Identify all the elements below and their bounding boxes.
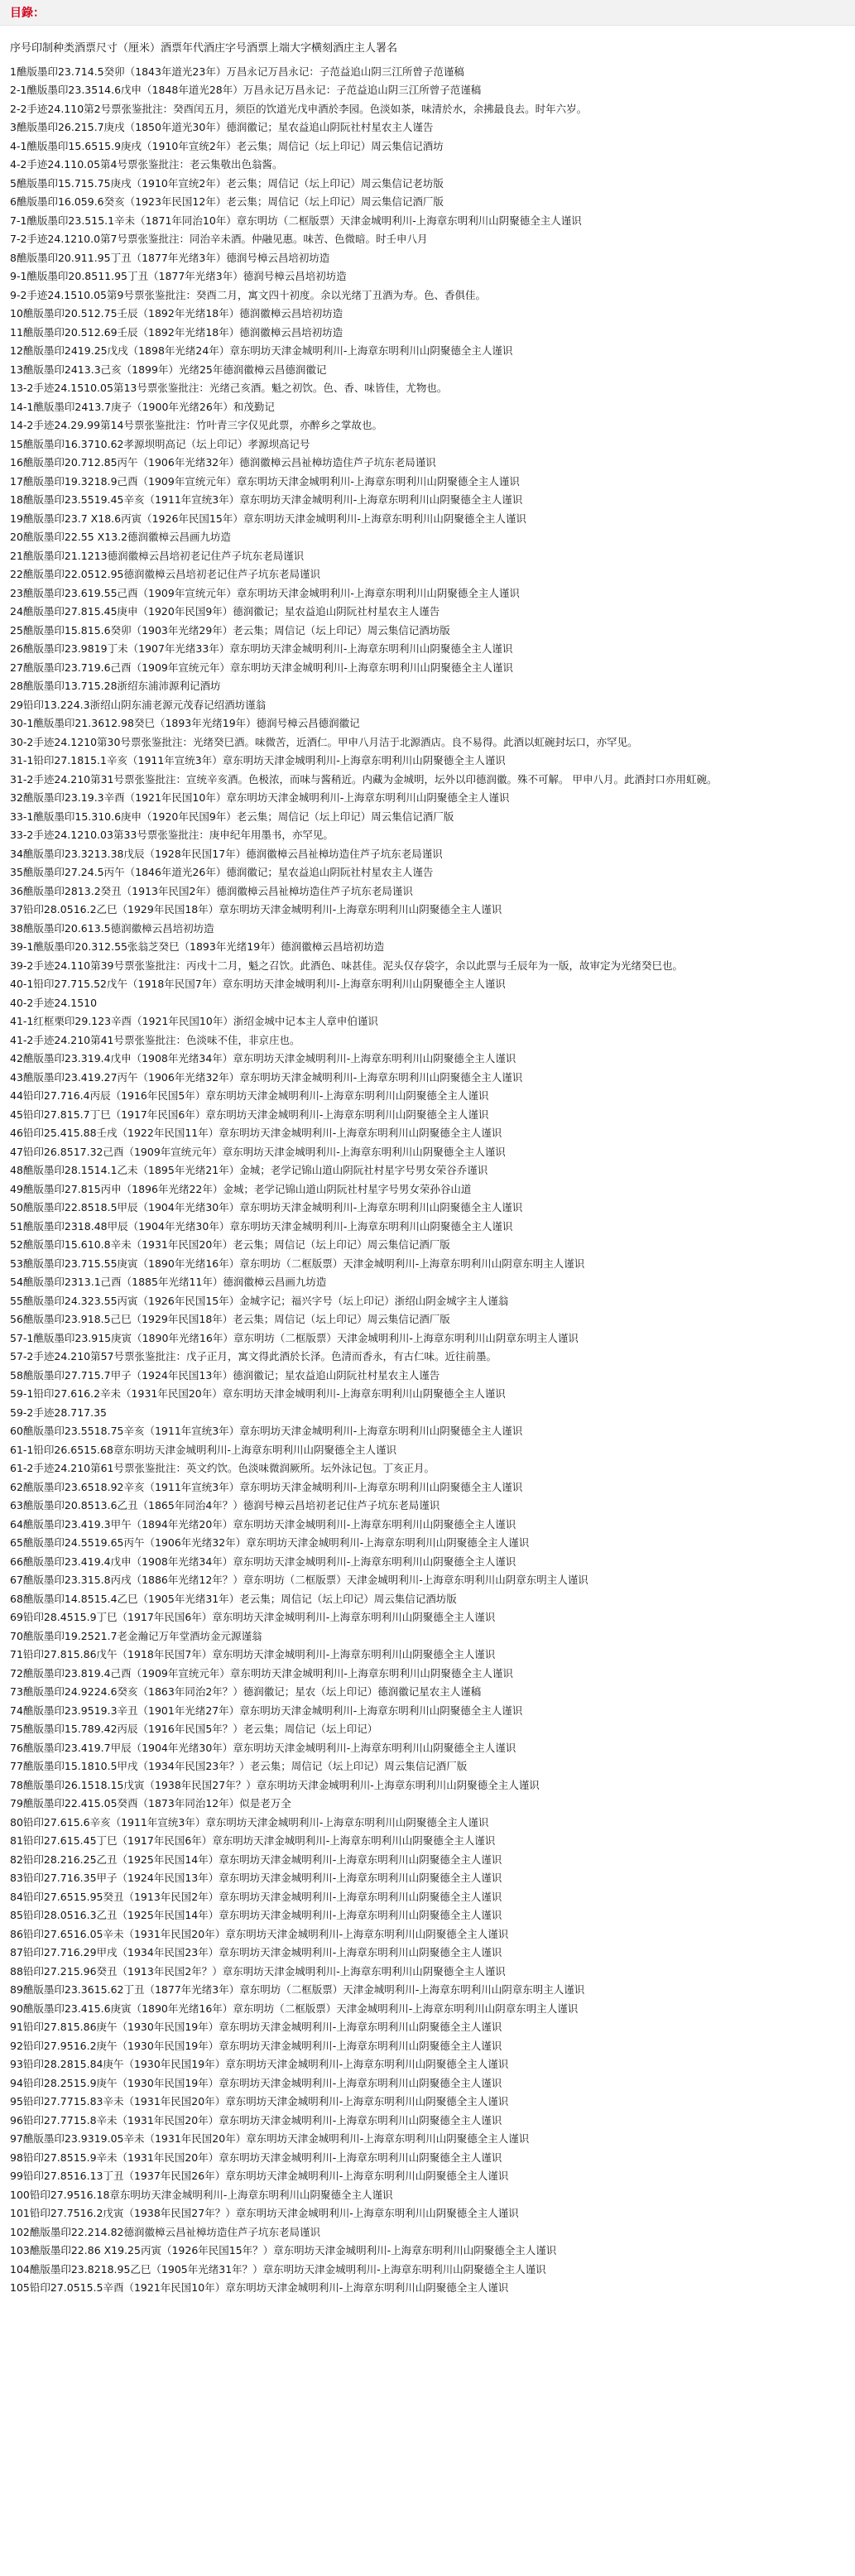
list-item: 26醮版墨印23.9819丁未（1907年光绪33年）章东明坊天津金城明利川-上海章东明利川山阴聚德全主人谨识 (10, 642, 513, 655)
list-item: 43醮版墨印23.419.27丙午（1906年光绪32年）章东明坊天津金城明利川-上海章东明利川山阴聚德全主人谨识 (10, 1070, 523, 1084)
list-item: 13-2手迹24.1510.05第13号票张鉴批注：光绪己亥酒。魁之初饮。色、香、味皆佳，尤物也。 (10, 382, 448, 394)
list-item: 67醮版墨印23.315.8丙戌（1886年光绪12年？）章东明坊（二框版票）天津金城明利川-上海章东明利川山阴章东明主人谨识 (10, 1574, 588, 1586)
list-item: 104醮版墨印23.8218.95乙巳（1905年光绪31年？）章东明坊天津金城明利川-上海章东明利川山阴聚德全主人谨识 (10, 2262, 546, 2276)
list-item: 75醮版墨印15.789.42丙辰（1916年民国5年？）老云集；周信记（坛上印记） (10, 1723, 378, 1735)
list-item: 9-1醮版墨印20.8511.95丁丑（1877年光绪3年）德润号樟云昌培初坊造 (10, 270, 347, 282)
list-item: 61-1铅印26.6515.68章东明坊天津金城明利川-上海章东明利川山阴聚德全主人谨识 (10, 1443, 396, 1456)
list-item: 29铅印13.224.3浙绍山阴东浦老源元茂春记绍酒坊谨翁 (10, 698, 267, 711)
list-item: 33-1醮版墨印15.310.6庚申（1920年民国9年）老云集；周信记（坛上印记）周云集信记酒厂版 (10, 810, 454, 823)
list-item: 25醮版墨印15.815.6癸卯（1903年光绪29年）老云集；周信记（坛上印记）周云集信记酒坊版 (10, 623, 450, 637)
list-item: 40-2手迹24.1510 (10, 996, 98, 1009)
list-item: 86铅印27.6516.05辛未（1931年民国20年）章东明坊天津金城明利川-上海章东明利川山阴聚德全主人谨识 (10, 1927, 509, 1940)
list-item: 97醮版墨印23.9319.05辛未（1931年民国20年）章东明坊天津金城明利川-上海章东明利川山阴聚德全主人谨识 (10, 2132, 530, 2145)
list-item: 35醮版墨印27.24.5丙午（1846年道光26年）德润徽记；星农益追山阴阮社村星农主人谨告 (10, 866, 434, 878)
list-item: 6醮版墨印16.059.6癸亥（1923年民国12年）老云集；周信记（坛上印记）周云集信记酒厂版 (10, 195, 444, 208)
list-item: 1醮版墨印23.714.5癸卯（1843年道光23年）万昌永记万昌永记：子范益追山阴三江所曾子范谨稿 (10, 65, 464, 78)
list-item: 44铅印27.716.4丙辰（1916年民国5年）章东明坊天津金城明利川-上海章东明利川山阴聚德全主人谨识 (10, 1089, 489, 1102)
list-item: 57-2手迹24.210第57号票张鉴批注：戊子正月，寓文得此酒於长泽。色清而香永，有古仁味。近往前墨。 (10, 1350, 497, 1362)
list-item: 54醮版墨印2313.1己酉（1885年光绪11年）德润徽樟云昌画九坊造 (10, 1276, 327, 1288)
list-item: 103醮版墨印22.86 X19.25丙寅（1926年民国15年？）章东明坊天津金城明利川-上海章东明利川山阴聚德全主人谨识 (10, 2244, 557, 2256)
list-item: 99铅印27.8516.13丁丑（1937年民国26年）章东明坊天津金城明利川-上海章东明利川山阴聚德全主人谨识 (10, 2170, 509, 2182)
list-item: 4-2手迹24.110.05第4号票张鉴批注：老云集敬出色翁酱。 (10, 158, 283, 171)
list-item: 4-1醮版墨印15.6515.9庚戌（1910年宣统2年）老云集；周信记（坛上印记）周云集信记酒坊 (10, 139, 444, 152)
list-item: 42醮版墨印23.319.4戊申（1908年光绪34年）章东明坊天津金城明利川-上海章东明利川山阴聚德全主人谨识 (10, 1052, 516, 1065)
list-item: 23醮版墨印23.619.55己酉（1909年宣统元年）章东明坊天津金城明利川-上海章东明利川山阴聚德全主人谨识 (10, 586, 520, 599)
list-item: 38醮版墨印20.613.5德润徽樟云昌培初坊造 (10, 921, 214, 935)
list-item: 37铅印28.0516.2乙巳（1929年民国18年）章东明坊天津金城明利川-上海章东明利川山阴聚德全主人谨识 (10, 903, 502, 916)
catalog-list (10, 62, 848, 2297)
list-item: 79醮版墨印22.415.05癸酉（1873年同治12年）似是老万全 (10, 1797, 291, 1809)
list-item: 2-2手迹24.110第2号票张鉴批注：癸酉闰五月，须臣的饮道光戊申酒於李园。色淡如茶，味清於水，余拂最良去。时年六岁。 (10, 102, 588, 115)
list-item: 90醮版墨印23.415.6庚寅（1890年光绪16年）章东明坊（二框版票）天津金城明利川-上海章东明利川山阴章东明主人谨识 (10, 2002, 579, 2015)
list-item: 41-1红框栗印29.123辛酉（1921年民国10年）浙绍金城中记本主人章申伯谨识 (10, 1015, 378, 1027)
list-item: 92铅印27.9516.2庚午（1930年民国19年）章东明坊天津金城明利川-上海章东明利川山阴聚德全主人谨识 (10, 2039, 502, 2052)
list-item: 53醮版墨印23.715.55庚寅（1890年光绪16年）章东明坊（二框版票）天津金城明利川-上海章东明利川山阴章东明主人谨识 (10, 1257, 585, 1270)
list-item: 31-1铅印27.1815.1辛亥（1911年宣统3年）章东明坊天津金城明利川-上海章东明利川山阴聚德全主人谨识 (10, 754, 506, 767)
list-item: 68醮版墨印14.8515.4乙巳（1905年光绪31年）老云集；周信记（坛上印记）周云集信记酒坊版 (10, 1592, 457, 1605)
list-item: 62醮版墨印23.6518.92辛亥（1911年宣统3年）章东明坊天津金城明利川-上海章东明利川山阴聚德全主人谨识 (10, 1480, 523, 1493)
list-item: 9-2手迹24.1510.05第9号票张鉴批注：癸酉二月，寓文四十初度。余以光绪丁丑酒为寿。色、香俱佳。 (10, 288, 486, 301)
list-item: 50醮版墨印22.8518.5甲辰（1904年光绪30年）章东明坊天津金城明利川-上海章东明利川山阴聚德全主人谨识 (10, 1201, 523, 1214)
list-item: 30-2手迹24.1210第30号票张鉴批注：光绪癸巳酒。味微苦，近酒仁。甲申八月洁于北源酒店。良不易得。此酒以虹碗封坛口，亦罕见。 (10, 735, 638, 748)
list-item: 60醮版墨印23.5518.75辛亥（1911年宣统3年）章东明坊天津金城明利川-上海章东明利川山阴聚德全主人谨识 (10, 1425, 523, 1437)
list-item: 80铅印27.615.6辛亥（1911年宣统3年）章东明坊天津金城明利川-上海章东明利川山阴聚德全主人谨识 (10, 1815, 489, 1829)
list-item: 7-1醮版墨印23.515.1辛未（1871年同治10年）章东明坊（二框版票）天津金城明利川-上海章东明利川山阴聚德全主人谨识 (10, 214, 582, 227)
list-item: 33-2手迹24.1210.03第33号票张鉴批注：庚申纪年用墨书，亦罕见。 (10, 829, 334, 841)
list-item: 36醮版墨印2813.2癸丑（1913年民国2年）德润徽樟云昌祉樟坊造住芦子坑东老局谨识 (10, 884, 413, 897)
section-title: 目錄： (10, 7, 45, 20)
list-item: 15醮版墨印16.3710.62孝源坝明高记（坛上印记）孝源坝高记号 (10, 437, 310, 450)
list-item: 30-1醮版墨印21.3612.98癸巳（1893年光绪19年）德润号樟云昌德润徽记 (10, 717, 360, 729)
list-item: 61-2手迹24.210第61号票张鉴批注：英文约饮。色淡味微润厥所。坛外泳记包。丁亥正月。 (10, 1462, 435, 1474)
list-item: 11醮版墨印20.512.69壬辰（1892年光绪18年）德润徽樟云昌培初坊造 (10, 325, 343, 339)
list-item: 18醮版墨印23.5519.45辛亥（1911年宣统3年）章东明坊天津金城明利川-上海章东明利川山阴聚德全主人谨识 (10, 493, 523, 506)
list-item: 8醮版墨印20.911.95丁丑（1877年光绪3年）德润号樟云昌培初坊造 (10, 251, 330, 264)
list-item: 2-1醮版墨印23.3514.6戊申（1848年道光28年）万昌永记万昌永记：子范益追山阴三江所曾子范谨稿 (10, 84, 482, 96)
list-item: 51醮版墨印2318.48甲辰（1904年光绪30年）章东明坊天津金城明利川-上海章东明利川山阴聚德全主人谨识 (10, 1219, 513, 1233)
list-item: 87铅印27.716.29甲戌（1934年民国23年）章东明坊天津金城明利川-上海章东明利川山阴聚德全主人谨识 (10, 1946, 502, 1958)
list-item: 56醮版墨印23.918.5己巳（1929年民国18年）老云集；周信记（坛上印记）周云集信记酒厂版 (10, 1313, 450, 1325)
list-item: 34醮版墨印23.3213.38戊辰（1928年民国17年）德润徽樟云昌祉樟坊造住芦子坑东老局谨识 (10, 847, 443, 860)
content-area (0, 26, 855, 2297)
list-item: 93铅印28.2815.84庚午（1930年民国19年）章东明坊天津金城明利川-上海章东明利川山阴聚德全主人谨识 (10, 2058, 509, 2070)
list-item: 48醮版墨印28.1514.1乙未（1895年光绪21年）金城；老学记锦山道山阴阮社村星字号男女荣谷乔谨识 (10, 1164, 488, 1176)
list-item: 96铅印27.7715.8辛未（1931年民国20年）章东明坊天津金城明利川-上海章东明利川山阴聚德全主人谨识 (10, 2113, 502, 2127)
list-item: 65醮版墨印24.5519.65丙午（1906年光绪32年）章东明坊天津金城明利川-上海章东明利川山阴聚德全主人谨识 (10, 1536, 530, 1549)
list-item: 102醮版墨印22.214.82德润徽樟云昌祉樟坊造住芦子坑东老局谨识 (10, 2225, 320, 2238)
list-item: 77醮版墨印15.1810.5甲戌（1934年民国23年？）老云集；周信记（坛上印记）周云集信记酒厂版 (10, 1760, 468, 1772)
list-item: 85铅印28.0516.3乙丑（1925年民国14年）章东明坊天津金城明利川-上海章东明利川山阴聚德全主人谨识 (10, 1909, 502, 1921)
list-item: 28醮版墨印13.715.28浙绍东浦沛源利记酒坊 (10, 680, 221, 692)
list-item: 17醮版墨印19.3218.9己酉（1909年宣统元年）章东明坊天津金城明利川-上海章东明利川山阴聚德全主人谨识 (10, 474, 520, 488)
section-header (0, 0, 855, 26)
list-item: 7-2手迹24.1210.0第7号票张鉴批注：同治辛未酒。仲融见惠。味苦、色微暗。时壬申八月 (10, 233, 428, 245)
list-item: 58醮版墨印27.715.7甲子（1924年民国13年）德润徽记；星农益追山阴阮社村星农主人谨告 (10, 1368, 440, 1382)
list-item: 81铅印27.615.45丁巳（1917年民国6年）章东明坊天津金城明利川-上海章东明利川山阴聚德全主人谨识 (10, 1834, 496, 1847)
list-item: 39-1醮版墨印20.312.55张翁芝癸巳（1893年光绪19年）德润徽樟云昌培初坊造 (10, 940, 385, 953)
list-item: 88铅印27.215.96癸丑（1913年民国2年？）章东明坊天津金城明利川-上海章东明利川山阴聚德全主人谨识 (10, 1964, 506, 1978)
list-item: 10醮版墨印20.512.75壬辰（1892年光绪18年）德润徽樟云昌培初坊造 (10, 307, 343, 320)
table-heading: 序号印制种类酒票尺寸（厘米）酒票年代酒庄字号酒票上端大字横刻酒庄主人署名 (10, 42, 398, 55)
list-item: 39-2手迹24.110第39号票张鉴批注：丙戌十二月，魁之召饮。此酒色、味甚佳。泥头仅存袋字，余以此票与壬辰年为一版，故审定为光绪癸巳也。 (10, 959, 684, 972)
list-item: 100铅印27.9516.18章东明坊天津金城明利川-上海章东明利川山阴聚德全主人谨识 (10, 2188, 393, 2201)
list-item: 3醮版墨印26.215.7庚戌（1850年道光30年）德润徽记；星农益追山阴阮社村星农主人谨告 (10, 121, 434, 133)
list-item: 24醮版墨印27.815.45庚申（1920年民国9年）德润徽记；星农益追山阴阮社村星农主人谨告 (10, 605, 440, 618)
list-item: 45铅印27.815.7丁巳（1917年民国6年）章东明坊天津金城明利川-上海章东明利川山阴聚德全主人谨识 (10, 1108, 489, 1121)
list-item: 59-2手迹28.717.35 (10, 1406, 107, 1419)
list-item: 16醮版墨印20.712.85丙午（1906年光绪32年）德润徽樟云昌祉樟坊造住芦子坑东老局谨识 (10, 456, 436, 469)
list-item: 22醮版墨印22.0512.95德润徽樟云昌培初老记住芦子坑东老局谨识 (10, 568, 320, 580)
list-item: 21醮版墨印21.1213德润徽樟云昌培初老记住芦子坑东老局谨识 (10, 549, 305, 562)
list-item: 13醮版墨印2413.3己亥（1899年）光绪25年德润徽樟云昌德润徽记 (10, 363, 327, 376)
list-item: 74醮版墨印23.9519.3辛丑（1901年光绪27年）章东明坊天津金城明利川-上海章东明利川山阴聚德全主人谨识 (10, 1704, 523, 1717)
list-item: 14-2手迹24.29.99第14号票张鉴批注：竹叶青三字仅见此票，亦醉乡之掌故也。 (10, 419, 382, 431)
list-item: 52醮版墨印15.610.8辛未（1931年民国20年）老云集；周信记（坛上印记）周云集信记酒厂版 (10, 1238, 450, 1251)
list-item: 12醮版墨印2419.25戊戌（1898年光绪24年）章东明坊天津金城明利川-上海章东明利川山阴聚德全主人谨识 (10, 344, 513, 357)
list-item: 19醮版墨印23.7 X18.6丙寅（1926年民国15年）章东明坊天津金城明利川-上海章东明利川山阴聚德全主人谨识 (10, 512, 526, 525)
list-item: 95铅印27.7715.83辛未（1931年民国20年）章东明坊天津金城明利川-上海章东明利川山阴聚德全主人谨识 (10, 2095, 509, 2107)
list-item: 20醮版墨印22.55 X13.2德润徽樟云昌画九坊造 (10, 531, 232, 543)
list-item: 47铅印26.8517.32己酉（1909年宣统元年）章东明坊天津金城明利川-上海章东明利川山阴聚德全主人谨识 (10, 1145, 506, 1158)
list-item: 46铅印25.415.88壬戌（1922年民国11年）章东明坊天津金城明利川-上海章东明利川山阴聚德全主人谨识 (10, 1127, 502, 1139)
list-item: 94铅印28.2515.9庚午（1930年民国19年）章东明坊天津金城明利川-上海章东明利川山阴聚德全主人谨识 (10, 2076, 502, 2089)
list-item: 32醮版墨印23.19.3辛酉（1921年民国10年）章东明坊天津金城明利川-上海章东明利川山阴聚德全主人谨识 (10, 791, 510, 804)
list-item: 40-1铅印27.715.52戊午（1918年民国7年）章东明坊天津金城明利川-上海章东明利川山阴聚德全主人谨识 (10, 978, 506, 990)
list-item: 27醮版墨印23.719.6己酉（1909年宣统元年）章东明坊天津金城明利川-上海章东明利川山阴聚德全主人谨识 (10, 661, 513, 674)
list-item: 41-2手迹24.210第41号票张鉴批注：色淡味不佳，非京庄也。 (10, 1033, 300, 1046)
list-item: 59-1铅印27.616.2辛未（1931年民国20年）章东明坊天津金城明利川-上海章东明利川山阴聚德全主人谨识 (10, 1387, 506, 1400)
list-item: 49醮版墨印27.815丙申（1896年光绪22年）金城；老学记锦山道山阴阮社村星字号男女荣孙谷山道 (10, 1182, 472, 1195)
list-item: 31-2手迹24.210第31号票张鉴批注：宣统辛亥酒。色极浓，而味与酱稍近。内藏为金城明，坛外以印德润徽。殊不可解。 甲申八月。此酒封口亦用虹碗。 (10, 772, 718, 786)
list-item: 70醮版墨印19.2521.7老金瀚记万年堂酒坊金元源谨翁 (10, 1629, 262, 1642)
list-item: 71铅印27.815.86戊午（1918年民国7年）章东明坊天津金城明利川-上海章东明利川山阴聚德全主人谨识 (10, 1648, 496, 1660)
list-item: 84铅印27.6515.95癸丑（1913年民国2年）章东明坊天津金城明利川-上海章东明利川山阴聚德全主人谨识 (10, 1890, 502, 1903)
list-item: 5醮版墨印15.715.75庚戌（1910年宣统2年）老云集；周信记（坛上印记）周云集信记老坊版 (10, 176, 444, 190)
list-item: 14-1醮版墨印2413.7庚子（1900年光绪26年）和茂勤记 (10, 400, 275, 413)
list-item: 72醮版墨印23.819.4己酉（1909年宣统元年）章东明坊天津金城明利川-上海章东明利川山阴聚德全主人谨识 (10, 1666, 513, 1680)
list-item: 82铅印28.216.25乙丑（1925年民国14年）章东明坊天津金城明利川-上海章东明利川山阴聚德全主人谨识 (10, 1853, 502, 1866)
list-item: 98铅印27.8515.9辛未（1931年民国20年）章东明坊天津金城明利川-上海章东明利川山阴聚德全主人谨识 (10, 2151, 502, 2164)
list-item: 57-1醮版墨印23.915庚寅（1890年光绪16年）章东明坊（二框版票）天津金城明利川-上海章东明利川山阴章东明主人谨识 (10, 1331, 579, 1344)
list-item: 66醮版墨印23.419.4戊申（1908年光绪34年）章东明坊天津金城明利川-上海章东明利川山阴聚德全主人谨识 (10, 1555, 516, 1568)
list-item: 78醮版墨印26.1518.15戊寅（1938年民国27年？）章东明坊天津金城明利川-上海章东明利川山阴聚德全主人谨识 (10, 1778, 540, 1791)
list-item: 91铅印27.815.86庚午（1930年民国19年）章东明坊天津金城明利川-上海章东明利川山阴聚德全主人谨识 (10, 2021, 502, 2033)
list-item: 63醮版墨印20.8513.6乙丑（1865年同治4年？）德润号樟云昌培初老记住芦子坑东老局谨识 (10, 1499, 440, 1511)
list-item: 83铅印27.716.35甲子（1924年民国13年）章东明坊天津金城明利川-上海章东明利川山阴聚德全主人谨识 (10, 1872, 502, 1884)
list-item: 89醮版墨印23.3615.62丁丑（1877年光绪3年）章东明坊（二框版票）天津金城明利川-上海章东明利川山阴章东明主人谨识 (10, 1983, 585, 1996)
list-item: 64醮版墨印23.419.3甲午（1894年光绪20年）章东明坊天津金城明利川-上海章东明利川山阴聚德全主人谨识 (10, 1517, 516, 1531)
list-item: 101铅印27.7516.2戊寅（1938年民国27年？）章东明坊天津金城明利川-上海章东明利川山阴聚德全主人谨识 (10, 2207, 519, 2219)
list-item: 105铅印27.0515.5辛酉（1921年民国10年）章东明坊天津金城明利川-上海章东明利川山阴聚德全主人谨识 (10, 2281, 509, 2294)
list-item: 69铅印28.4515.9丁巳（1917年民国6年）章东明坊天津金城明利川-上海章东明利川山阴聚德全主人谨识 (10, 1611, 496, 1623)
list-item: 55醮版墨印24.323.55丙寅（1926年民国15年）金城字记；福兴字号（坛上印记）浙绍山阴金城字主人谨翁 (10, 1294, 509, 1307)
list-item: 76醮版墨印23.419.7甲辰（1904年光绪30年）章东明坊天津金城明利川-上海章东明利川山阴聚德全主人谨识 (10, 1741, 516, 1754)
list-item: 73醮版墨印24.9224.6癸亥（1863年同治2年？）德润徽记；星农（坛上印记）德润徽记星农主人谨稿 (10, 1685, 482, 1698)
